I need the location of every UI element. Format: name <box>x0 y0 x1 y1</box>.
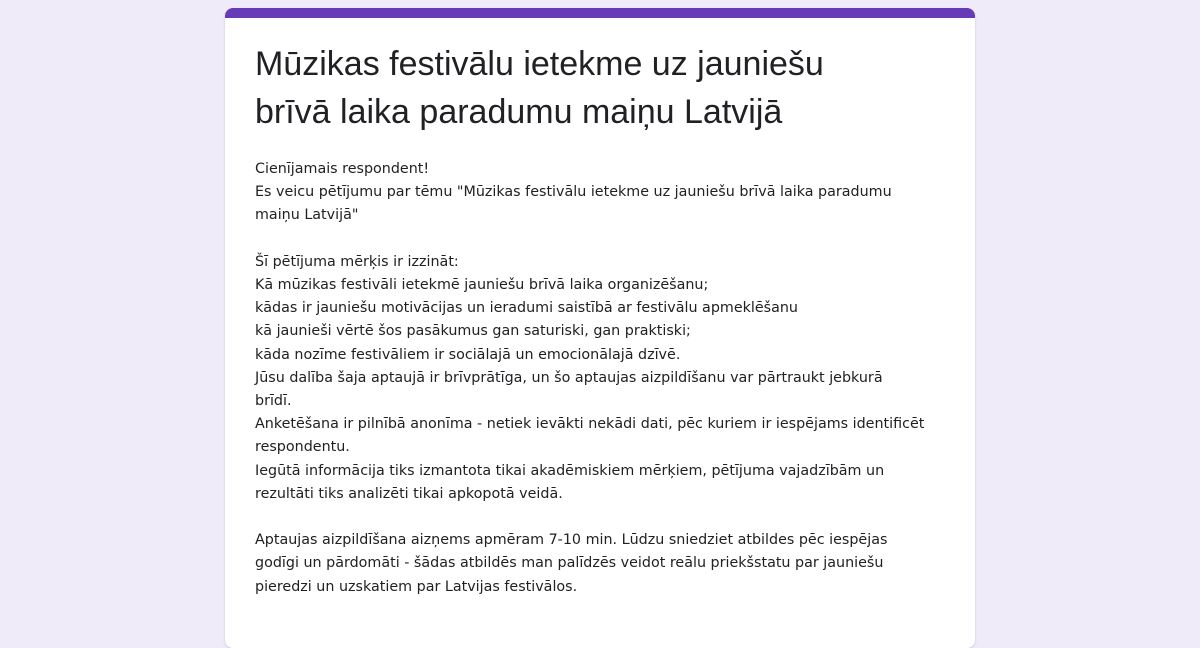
description-line: kāda nozīme festivāliem ir sociālajā un emocionālajā dzīvē. <box>255 346 681 363</box>
form-description <box>255 158 945 599</box>
description-line: kādas ir jauniešu motivācijas un ieradumi saistībā ar festivālu apmeklēšanu <box>255 300 798 317</box>
description-line: Šī pētījuma mērķis ir izzināt: <box>255 253 459 270</box>
description-line: brīdī. <box>255 393 292 410</box>
description-line: Kā mūzikas festivāli ietekmē jauniešu brīvā laika organizēšanu; <box>255 277 709 293</box>
description-line: Cienījamais respondent! <box>255 161 430 177</box>
description-line: kā jaunieši vērtē šos pasākumus gan saturiski, gan praktiski; <box>255 323 691 340</box>
description-line: maiņu Latvijā" <box>255 207 359 224</box>
description-line: pieredzi un uzskatiem par Latvijas festivālos. <box>255 578 578 595</box>
form-accent-bar <box>225 8 975 18</box>
description-spacer <box>255 228 945 251</box>
description-line: respondentu. <box>255 439 350 456</box>
description-line: Es veicu pētījumu par tēmu "Mūzikas festivālu ietekme uz jauniešu brīvā laika paradumu <box>255 184 892 201</box>
description-line: Aptaujas aizpildīšana aizņems apmēram 7-10 min. Lūdzu sniedziet atbildes pēc iespējas <box>255 532 888 549</box>
description-spacer <box>255 506 945 529</box>
description-line: Jūsu dalība šaja aptaujā ir brīvprātīga, un šo aptaujas aizpildīšanu var pārtraukt jebkurā <box>255 369 883 386</box>
form-title <box>255 40 945 136</box>
description-line: godīgi un pārdomāti - šādas atbildēs man palīdzēs veidot reālu priekšstatu par jauniešu <box>255 555 884 572</box>
form-title-line: Mūzikas festivālu ietekme uz jauniešu <box>255 45 824 83</box>
form-title-line: brīvā laika paradumu maiņu Latvijā <box>255 93 783 131</box>
description-line: rezultāti tiks analizēti tikai apkopotā veidā. <box>255 485 563 502</box>
form-header-card <box>225 8 975 648</box>
description-line: Iegūtā informācija tiks izmantota tikai akadēmiskiem mērķiem, pētījuma vajadzībām un <box>255 462 885 479</box>
description-line: Anketēšana ir pilnībā anonīma - netiek ievākti nekādi dati, pēc kuriem ir iespējams identificēt <box>255 416 925 433</box>
